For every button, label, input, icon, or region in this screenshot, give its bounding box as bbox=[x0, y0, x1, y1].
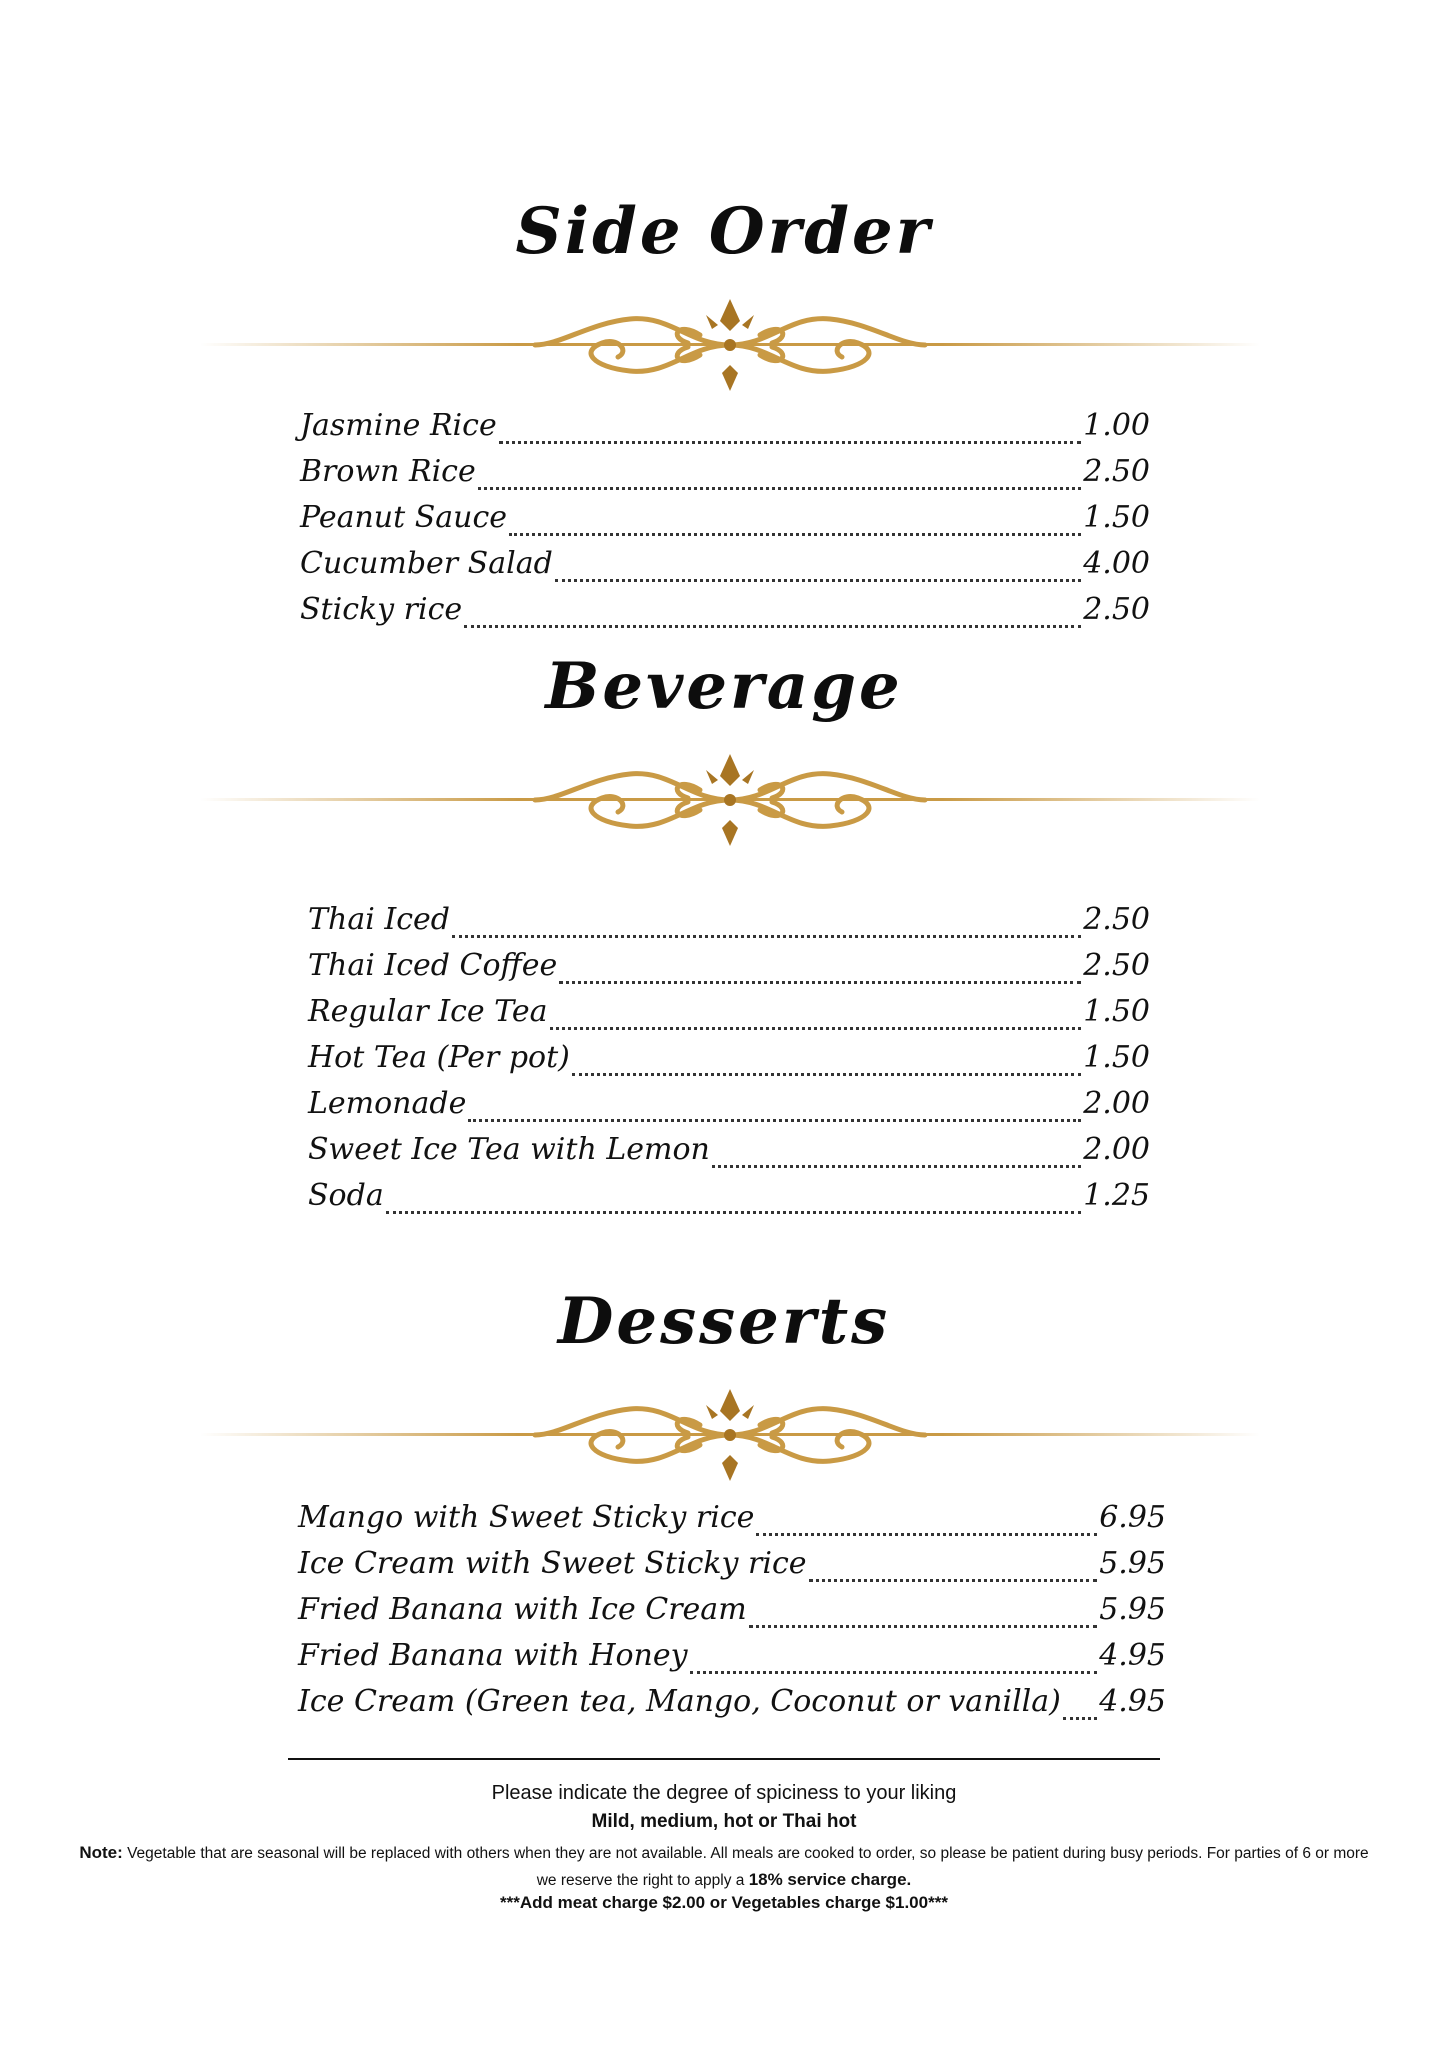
menu-item bbox=[308, 902, 1150, 948]
menu-item-price: 2.00 bbox=[1083, 1132, 1150, 1167]
gold-ornament-divider bbox=[200, 740, 1260, 860]
dot-leader bbox=[572, 1072, 1081, 1076]
menu-item-price: 1.25 bbox=[1083, 1178, 1150, 1213]
menu-item bbox=[298, 1638, 1166, 1684]
menu-item-price: 4.95 bbox=[1099, 1684, 1166, 1719]
spiciness-instruction: Please indicate the degree of spiciness to your liking bbox=[491, 1782, 957, 1804]
menu-item-name: Lemonade bbox=[308, 1086, 467, 1121]
menu-item-name: Mango with Sweet Sticky rice bbox=[298, 1500, 755, 1535]
menu-item bbox=[308, 994, 1150, 1040]
note-text: Vegetable that are seasonal will be replaced with others when they are not available. All meals are cooked to order, so please be patient during busy periods. For parties of 6 or more we reserve the right to apply a bbox=[122, 1845, 1369, 1889]
menu-item-price: 1.50 bbox=[1083, 994, 1150, 1029]
gold-ornament-divider bbox=[200, 1375, 1260, 1495]
menu-item-price: 5.95 bbox=[1099, 1592, 1166, 1627]
menu-item bbox=[308, 1086, 1150, 1132]
menu-item-name: Ice Cream (Green tea, Mango, Coconut or vanilla) bbox=[298, 1684, 1061, 1719]
service-charge-text: 18% service charge. bbox=[748, 1870, 912, 1889]
menu-item bbox=[298, 1500, 1166, 1546]
dot-leader bbox=[452, 934, 1081, 938]
menu-item bbox=[300, 454, 1150, 500]
menu-item-price: 4.00 bbox=[1083, 546, 1150, 581]
dot-leader bbox=[1063, 1716, 1097, 1720]
menu-item-name: Cucumber Salad bbox=[300, 546, 553, 581]
dot-leader bbox=[690, 1670, 1098, 1674]
dot-leader bbox=[559, 980, 1081, 984]
beverage-title: Beverage bbox=[545, 649, 903, 724]
gold-ornament-divider bbox=[200, 285, 1260, 405]
menu-item-price: 1.50 bbox=[1083, 1040, 1150, 1075]
menu-item bbox=[300, 592, 1150, 638]
add-charge-line: ***Add meat charge $2.00 or Vegetables charge $1.00*** bbox=[500, 1893, 948, 1912]
menu-item bbox=[300, 500, 1150, 546]
dot-leader bbox=[712, 1164, 1081, 1168]
menu-item bbox=[308, 948, 1150, 994]
note-label: Note: bbox=[79, 1843, 123, 1862]
dot-leader bbox=[550, 1026, 1082, 1030]
menu-item bbox=[298, 1546, 1166, 1592]
dot-leader bbox=[809, 1578, 1098, 1582]
spiciness-options: Mild, medium, hot or Thai hot bbox=[591, 1811, 857, 1832]
side-order-list bbox=[300, 408, 1150, 638]
menu-item-price: 5.95 bbox=[1099, 1546, 1166, 1581]
dot-leader bbox=[386, 1210, 1082, 1214]
menu-item-price: 6.95 bbox=[1099, 1500, 1166, 1535]
dot-leader bbox=[499, 440, 1082, 444]
menu-item bbox=[298, 1592, 1166, 1638]
menu-item bbox=[300, 408, 1150, 454]
menu-item bbox=[308, 1040, 1150, 1086]
menu-item-price: 2.00 bbox=[1083, 1086, 1150, 1121]
desserts-list bbox=[298, 1500, 1166, 1730]
menu-item-price: 2.50 bbox=[1083, 592, 1150, 627]
menu-item-price: 1.00 bbox=[1083, 408, 1150, 443]
menu-item bbox=[308, 1132, 1150, 1178]
side-order-title: Side Order bbox=[515, 194, 933, 269]
dot-leader bbox=[749, 1624, 1098, 1628]
beverage-list bbox=[308, 902, 1150, 1224]
menu-item bbox=[300, 546, 1150, 592]
menu-item bbox=[308, 1178, 1150, 1224]
menu-item-name: Peanut Sauce bbox=[300, 500, 508, 535]
menu-item-name: Thai Iced Coffee bbox=[308, 948, 558, 983]
menu-item-price: 2.50 bbox=[1083, 948, 1150, 983]
menu-item-name: Hot Tea (Per pot) bbox=[308, 1040, 570, 1075]
desserts-title: Desserts bbox=[557, 1284, 891, 1359]
note-paragraph bbox=[70, 1840, 1378, 1894]
menu-item-price: 4.95 bbox=[1099, 1638, 1166, 1673]
menu-item-name: Fried Banana with Honey bbox=[298, 1638, 688, 1673]
menu-item-name: Jasmine Rice bbox=[300, 408, 497, 443]
dot-leader bbox=[478, 486, 1081, 490]
dot-leader bbox=[555, 578, 1081, 582]
menu-item-name: Thai Iced bbox=[308, 902, 450, 937]
menu-item-name: Ice Cream with Sweet Sticky rice bbox=[298, 1546, 807, 1581]
menu-item-name: Brown Rice bbox=[300, 454, 476, 489]
dot-leader bbox=[756, 1532, 1097, 1536]
dot-leader bbox=[468, 1118, 1081, 1122]
dot-leader bbox=[509, 532, 1081, 536]
menu-item-name: Soda bbox=[308, 1178, 384, 1213]
menu-item-price: 1.50 bbox=[1083, 500, 1150, 535]
menu-item-name: Sweet Ice Tea with Lemon bbox=[308, 1132, 710, 1167]
menu-item-name: Sticky rice bbox=[300, 592, 463, 627]
menu-item-price: 2.50 bbox=[1083, 902, 1150, 937]
menu-item bbox=[298, 1684, 1166, 1730]
menu-item-name: Regular Ice Tea bbox=[308, 994, 548, 1029]
menu-item-name: Fried Banana with Ice Cream bbox=[298, 1592, 747, 1627]
menu-item-price: 2.50 bbox=[1083, 454, 1150, 489]
footer-rule bbox=[288, 1758, 1160, 1760]
dot-leader bbox=[464, 624, 1081, 628]
